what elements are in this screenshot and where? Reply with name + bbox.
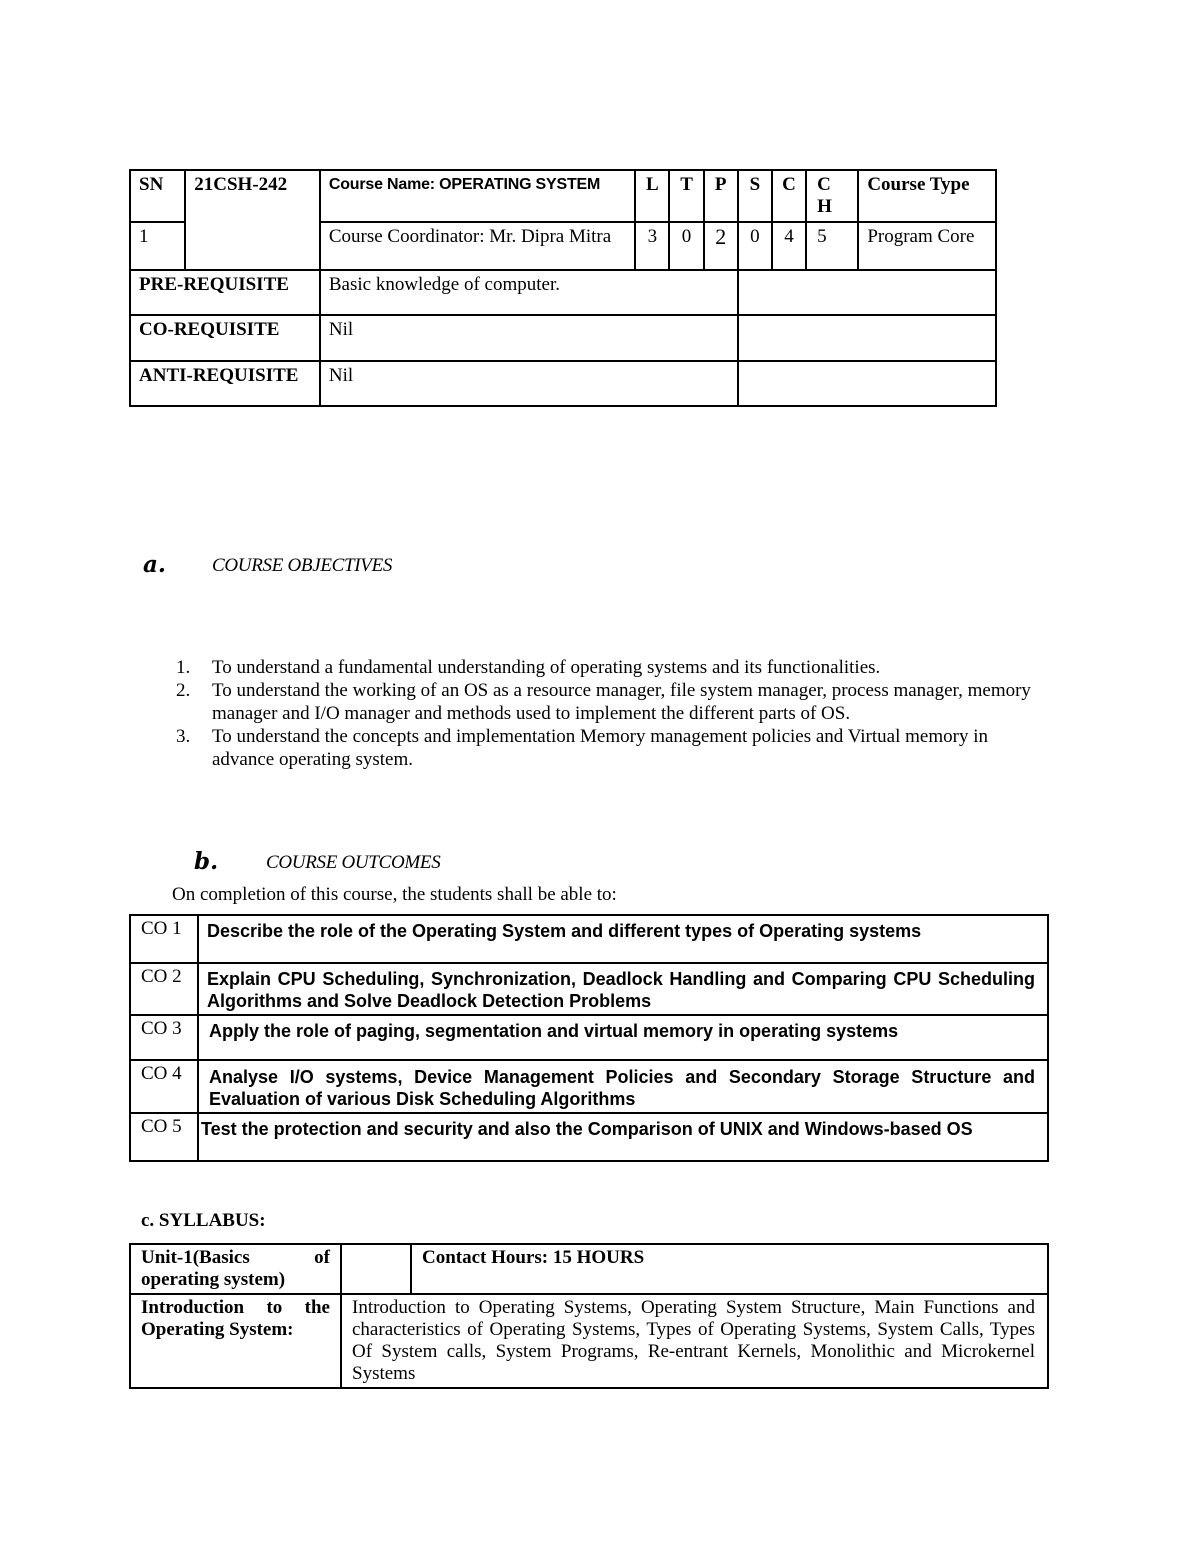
objective-item [172,679,1032,725]
prerequisite-row [130,270,996,315]
antirequisite-value: Nil [320,361,738,406]
outcome-row [130,915,1048,963]
ltpsc-value-ch: 5 [806,222,858,270]
outcome-row [130,1015,1048,1060]
corequisite-empty [738,315,996,361]
objectives-list [172,656,1032,771]
outcome-text: Apply the role of paging, segmentation and virtual memory in operating systems [198,1015,1048,1060]
objective-text: To understand a fundamental understanding of operating systems and its functionalities. [212,657,881,678]
objective-item [172,656,1032,679]
topic-label: Introduction to the Operating System: [130,1294,341,1388]
outcome-code: CO 2 [130,963,198,1015]
ltpsc-value-p: 2 [704,222,738,270]
ltpsc-value-l: 3 [635,222,669,270]
objective-number: 2. [176,680,191,701]
outcomes-letter: b. [194,848,219,875]
ltpsc-value-s: 0 [738,222,772,270]
antirequisite-label: ANTI-REQUISITE [130,361,320,406]
course-coordinator: Course Coordinator: Mr. Dipra Mitra [320,222,635,270]
outcomes-intro: On completion of this course, the students shall be able to: [172,884,617,905]
course-outcomes-table [129,914,1049,1162]
outcome-text: Explain CPU Scheduling, Synchronization, Deadlock Handling and Comparing CPU Scheduling Algorithms and Solve Deadlock Detection Problems [198,963,1048,1015]
ltpsc-header-c: C [772,170,806,222]
ltpsc-header-l: L [635,170,669,222]
outcome-text: Analyse I/O systems, Device Management Policies and Secondary Storage Structure and Evaluation of various Disk Scheduling Algorithms [198,1060,1048,1113]
prerequisite-label: PRE-REQUISITE [130,270,320,315]
course-type-value: Program Core [858,222,996,270]
outcome-row [130,963,1048,1015]
ltpsc-header-ch: C H [806,170,858,222]
prerequisite-value: Basic knowledge of computer. [320,270,738,315]
outcome-text: Test the protection and security and also the Comparison of UNIX and Windows-based OS [198,1113,1048,1161]
sn-value: 1 [130,222,185,270]
unit-header-row [130,1244,1048,1294]
outcome-row [130,1060,1048,1113]
course-type-header: Course Type [858,170,996,222]
outcomes-title: COURSE OUTCOMES [266,852,441,873]
ltpsc-header-p: P [704,170,738,222]
antirequisite-row [130,361,996,406]
ltpsc-value-t: 0 [669,222,703,270]
course-header-row [130,170,996,222]
outcome-code: CO 5 [130,1113,198,1161]
outcome-code: CO 3 [130,1015,198,1060]
corequisite-value: Nil [320,315,738,361]
contact-hours: Contact Hours: 15 HOURS [411,1244,1048,1294]
unit-label: Unit-1(Basics of operating system) [130,1244,341,1294]
topic-row [130,1294,1048,1388]
course-info-table [129,169,997,407]
antirequisite-empty [738,361,996,406]
course-name: Course Name: OPERATING SYSTEM [320,170,635,222]
topic-text: Introduction to Operating Systems, Operating System Structure, Main Functions and characteristics of Operating Systems, Types of Operating Systems, System Calls, Types Of System calls, System Programs, Re-entrant Kernels, Monolithic and Microkernel Systems [341,1294,1048,1388]
sn-header: SN [130,170,185,222]
prerequisite-empty [738,270,996,315]
objective-number: 3. [176,726,191,747]
outcome-code: CO 4 [130,1060,198,1113]
outcome-text: Describe the role of the Operating System and different types of Operating systems [198,915,1048,963]
objectives-title: COURSE OBJECTIVES [212,555,393,576]
outcome-code: CO 1 [130,915,198,963]
objective-number: 1. [176,657,191,678]
ltpsc-header-t: T [669,170,703,222]
ltpsc-header-s: S [738,170,772,222]
objective-text: To understand the working of an OS as a resource manager, file system manager, process manager, memory manager and I/O manager and methods used to implement the different parts of OS. [212,680,1031,724]
objective-text: To understand the concepts and implementation Memory management policies and Virtual memory in advance operating system. [212,726,988,770]
corequisite-row [130,315,996,361]
course-code: 21CSH-242 [185,170,320,270]
corequisite-label: CO-REQUISITE [130,315,320,361]
objective-item [172,725,1032,771]
syllabus-table [129,1243,1049,1389]
outcome-row [130,1113,1048,1161]
objectives-letter: a. [143,551,166,578]
syllabus-heading: c. SYLLABUS: [141,1210,266,1231]
ltpsc-value-c: 4 [772,222,806,270]
unit-empty-cell [341,1244,411,1294]
